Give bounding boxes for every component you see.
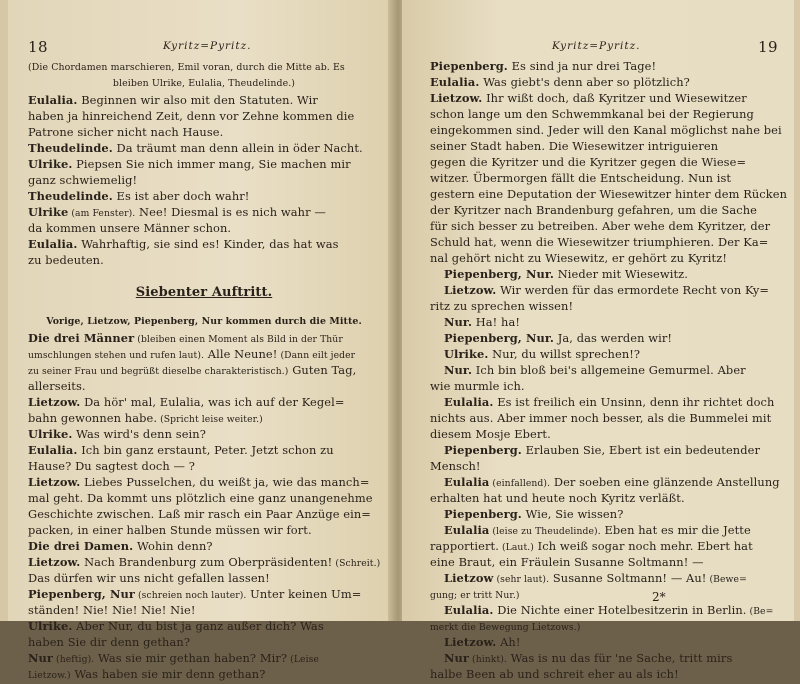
- text-line: [28, 474, 380, 490]
- stage-direction: (Schreit.): [332, 558, 381, 569]
- text-line: [28, 506, 380, 522]
- line-text: Susanne Soltmann! — Au!: [549, 571, 707, 585]
- text-line: [430, 298, 782, 314]
- text-line: [430, 234, 782, 250]
- text-line: [430, 586, 782, 602]
- text-line: [28, 252, 380, 268]
- speaker-name: Die drei Damen.: [28, 539, 134, 553]
- text-line: [28, 650, 380, 666]
- page-number: 18: [28, 38, 49, 56]
- line-text: eine Braut, ein Fräulein Susanne Soltmann! —: [430, 555, 704, 569]
- text-line: [430, 314, 782, 330]
- text-line: [28, 188, 380, 204]
- line-text: witzer. Übermorgen fällt die Entscheidung. Nun ist: [430, 171, 732, 185]
- line-text: Wie, Sie wissen?: [521, 507, 624, 521]
- speaker-name: Lietzow.: [28, 475, 81, 489]
- stage-direction: (Bewe=: [706, 574, 747, 585]
- running-header: Kyritz=Pyritz.: [163, 40, 252, 52]
- line-text: Guten Tag,: [288, 363, 357, 377]
- stage-direction: (heftig).: [53, 654, 95, 665]
- line-text: diesem Mosje Ebert.: [430, 427, 551, 441]
- text-line: [28, 220, 380, 236]
- stage-direction: umschlungen stehen und rufen laut).: [28, 350, 205, 361]
- line-text: haben ja hinreichend Zeit, denn vor Zehne kommen die: [28, 109, 355, 123]
- stage-direction: gung; er tritt Nur.): [430, 590, 520, 601]
- speaker-name: Ulrike.: [28, 619, 73, 633]
- line-text: ganz schwiemelig!: [28, 173, 138, 187]
- stage-direction: (Spricht leise weiter.): [157, 414, 263, 425]
- text-line: [430, 458, 782, 474]
- line-text: Nur, du willst sprechen!?: [488, 347, 641, 361]
- line-text: packen, in einer halben Stunde müssen wir fort.: [28, 523, 312, 537]
- text-line: [28, 124, 380, 140]
- text-line: [430, 634, 782, 650]
- running-header: Kyritz=Pyritz.: [552, 40, 641, 52]
- right-page: [402, 0, 794, 681]
- line-text: Da hör' mal, Eulalia, was ich auf der Kegel=: [80, 395, 345, 409]
- text-line: [28, 108, 380, 124]
- line-text: mal geht. Da kommt uns plötzlich eine ganz unangenehme: [28, 491, 373, 505]
- speaker-name: Piepenberg.: [444, 443, 522, 457]
- line-text: nal gehört nicht zu Wiesewitz, er gehört zu Kyritz!: [430, 251, 727, 265]
- line-text: gegen die Kyritzer und die Kyritzer gegen die Wiese=: [430, 155, 747, 169]
- speaker-name: Ulrike.: [444, 347, 489, 361]
- line-text: Was wird's denn sein?: [72, 427, 206, 441]
- line-text: Ah!: [496, 635, 521, 649]
- text-line: [430, 74, 782, 90]
- line-text: Erlauben Sie, Ebert ist ein bedeutender: [521, 443, 761, 457]
- line-text: Eben hat es mir die Jette: [600, 523, 751, 537]
- text-line: [430, 282, 782, 298]
- text-line: [430, 266, 782, 282]
- text-line: [28, 634, 380, 650]
- text-line: [28, 204, 380, 220]
- line-text: erhalten hat und heute noch Kyritz verläßt.: [430, 491, 685, 505]
- stage-direction: zu seiner Frau und begrüßt dieselbe charakteristisch.): [28, 366, 289, 377]
- stage-direction: (am Fenster).: [68, 208, 136, 219]
- speaker-name: Ulrike.: [28, 157, 73, 171]
- line-text: bahn gewonnen habe.: [28, 411, 158, 425]
- text-line: [430, 490, 782, 506]
- stage-direction: (bleiben einen Moment als Bild in der Thür: [134, 334, 343, 345]
- text-line: [28, 280, 380, 302]
- line-text: Ich bin ganz erstaunt, Peter. Jetzt schon zu: [77, 443, 334, 457]
- speaker-name: Eulalia.: [444, 603, 494, 617]
- line-text: Ich bin bloß bei's allgemeine Gemurmel. Aber: [472, 363, 746, 377]
- speaker-name: Nur.: [444, 363, 473, 377]
- text-line: [430, 666, 782, 682]
- line-text: da kommen unsere Männer schon.: [28, 221, 232, 235]
- line-text: Es ist aber doch wahr!: [112, 189, 250, 203]
- text-line: [430, 442, 782, 458]
- speaker-name: Eulalia.: [28, 93, 78, 107]
- stage-direction: (Laut.): [498, 542, 534, 553]
- text-line: [28, 490, 380, 506]
- line-text: Was sie mir gethan haben? Mir?: [94, 651, 288, 665]
- line-text: halbe Been ab und schreit eher au als ich!: [430, 667, 679, 681]
- line-text: allerseits.: [28, 379, 86, 393]
- speaker-name: Lietzow.: [444, 635, 497, 649]
- speaker-name: Lietzow.: [430, 91, 483, 105]
- speaker-name: Piepenberg, Nur.: [444, 267, 554, 281]
- text-line: [430, 554, 782, 570]
- stage-direction: merkt die Bewegung Lietzows.): [430, 622, 581, 633]
- speaker-name: Lietzow.: [28, 395, 81, 409]
- line-text: (Die Chordamen marschieren, Emil voran, durch die Mitte ab. Es: [28, 62, 345, 73]
- stage-direction: (Dann eilt jeder: [277, 350, 356, 361]
- page-text: [430, 58, 788, 682]
- line-text: Geschichte zwischen. Laß mir rasch ein Paar Anzüge ein=: [28, 507, 371, 521]
- text-line: [430, 154, 782, 170]
- line-text: Beginnen wir also mit den Statuten. Wir: [77, 93, 318, 107]
- line-text: Wir werden für das ermordete Recht von Ky=: [496, 283, 770, 297]
- line-text: wie murmle ich.: [430, 379, 525, 393]
- stage-direction: (Leise: [287, 654, 319, 665]
- text-line: [430, 170, 782, 186]
- line-text: Es sind ja nur drei Tage!: [507, 59, 657, 73]
- text-line: [430, 650, 782, 666]
- line-text: Ihr wißt doch, daß Kyritzer und Wiesewitzer: [482, 91, 747, 105]
- text-line: [28, 330, 380, 346]
- text-line: [430, 346, 782, 362]
- text-line: [28, 302, 380, 314]
- stage-direction: (sehr laut).: [493, 574, 550, 585]
- page-number: 19: [758, 38, 779, 56]
- text-line: [430, 474, 782, 490]
- line-text: Was haben sie mir denn gethan?: [70, 667, 266, 681]
- speaker-name: Nur: [444, 651, 469, 665]
- line-text: Es ist freilich ein Unsinn, denn ihr richtet doch: [493, 395, 775, 409]
- text-line: [28, 602, 380, 618]
- line-text: eingekommen sind. Jeder will den Kanal möglichst nahe bei: [430, 123, 782, 137]
- text-line: [28, 666, 380, 682]
- text-line: [430, 362, 782, 378]
- text-line: [28, 172, 380, 188]
- line-text: Aber Nur, du bist ja ganz außer dich? Was: [72, 619, 324, 633]
- speaker-name: Piepenberg.: [430, 59, 508, 73]
- text-line: [28, 442, 380, 458]
- speaker-name: Eulalia: [444, 523, 490, 537]
- speaker-name: Lietzow.: [444, 283, 497, 297]
- text-line: [28, 140, 380, 156]
- text-line: [28, 410, 380, 426]
- text-line: [28, 268, 380, 280]
- line-text: ritz zu sprechen wissen!: [430, 299, 574, 313]
- line-text: Liebes Pusselchen, du weißt ja, wie das manch=: [80, 475, 370, 489]
- text-line: [28, 92, 380, 108]
- text-line: [28, 236, 380, 252]
- text-line: [28, 314, 380, 330]
- text-line: [430, 106, 782, 122]
- line-text: bleiben Ulrike, Eulalia, Theudelinde.): [112, 78, 296, 89]
- stage-direction: Lietzow.): [28, 670, 71, 681]
- line-text: der Kyritzer nach Brandenburg gefahren, um die Sache: [430, 203, 757, 217]
- stage-direction: (leise zu Theudelinde).: [489, 526, 601, 537]
- text-line: [430, 378, 782, 394]
- speaker-name: Eulalia: [444, 475, 490, 489]
- line-text: Da träumt man denn allein in öder Nacht.: [112, 141, 363, 155]
- line-text: Das dürfen wir uns nicht gefallen lassen!: [28, 571, 270, 585]
- speaker-name: Eulalia.: [430, 75, 480, 89]
- line-text: Alle Neune!: [204, 347, 278, 361]
- line-text: Die Nichte einer Hotelbesitzerin in Berlin.: [493, 603, 747, 617]
- text-line: [430, 394, 782, 410]
- speaker-name: Lietzow: [444, 571, 494, 585]
- speaker-name: Eulalia.: [28, 443, 78, 457]
- left-page: [8, 0, 394, 681]
- text-line: [28, 586, 380, 602]
- text-line: [430, 138, 782, 154]
- text-line: [430, 58, 782, 74]
- speaker-name: Eulalia.: [444, 395, 494, 409]
- line-text: Ha! ha!: [472, 315, 521, 329]
- text-line: [430, 570, 782, 586]
- signature-mark: 2*: [652, 590, 666, 604]
- text-line: [430, 122, 782, 138]
- stage-direction: (hinkt).: [469, 654, 507, 665]
- line-text: Ich weiß sogar noch mehr. Ebert hat: [533, 539, 753, 553]
- text-line: [28, 346, 380, 362]
- text-line: [28, 538, 380, 554]
- text-line: [28, 156, 380, 172]
- line-text: rapportiert.: [430, 539, 499, 553]
- speaker-name: Theudelinde.: [28, 189, 113, 203]
- text-line: [28, 60, 380, 76]
- line-text: zu bedeuten.: [28, 253, 104, 267]
- text-line: [430, 186, 788, 202]
- text-line: [430, 218, 782, 234]
- speaker-name: Ulrike: [28, 205, 69, 219]
- text-line: [430, 250, 782, 266]
- text-line: [430, 618, 782, 634]
- speaker-name: Die drei Männer: [28, 331, 135, 345]
- line-text: Nee! Diesmal is es nich wahr —: [135, 205, 326, 219]
- text-line: [430, 506, 782, 522]
- speaker-name: Lietzow.: [28, 555, 81, 569]
- text-line: [430, 330, 782, 346]
- line-text: Der soeben eine glänzende Anstellung: [550, 475, 780, 489]
- text-line: [28, 394, 380, 410]
- line-text: Was is nu das für 'ne Sache, tritt mirs: [506, 651, 733, 665]
- line-text: Unter keinen Um=: [246, 587, 362, 601]
- line-text: schon lange um den Schwemmkanal bei der Regierung: [430, 107, 754, 121]
- line-text: Piepsen Sie nich immer mang, Sie machen mir: [72, 157, 351, 171]
- speaker-name: Piepenberg, Nur.: [444, 331, 554, 345]
- text-line: [28, 522, 380, 538]
- speaker-name: Piepenberg.: [444, 507, 522, 521]
- text-line: [430, 522, 782, 538]
- line-text: Nach Brandenburg zum Oberpräsidenten!: [80, 555, 333, 569]
- line-text: ständen! Nie! Nie! Nie! Nie!: [28, 603, 196, 617]
- line-text: Patrone sicher nicht nach Hause.: [28, 125, 224, 139]
- text-line: [430, 538, 782, 554]
- line-text: Nieder mit Wiesewitz.: [553, 267, 688, 281]
- page-text: [28, 60, 380, 682]
- text-line: [430, 90, 782, 106]
- text-line: [430, 202, 782, 218]
- text-line: [28, 362, 380, 378]
- speaker-name: Nur.: [444, 315, 473, 329]
- line-text: Wohin denn?: [133, 539, 213, 553]
- line-text: gestern eine Deputation der Wiesewitzer hinter dem Rücken: [430, 187, 788, 201]
- speaker-name: Ulrike.: [28, 427, 73, 441]
- text-line: [28, 570, 380, 586]
- text-line: [430, 426, 782, 442]
- stage-direction: (einfallend).: [489, 478, 551, 489]
- text-line: [28, 618, 380, 634]
- line-text: Siebenter Auftritt.: [135, 285, 273, 300]
- line-text: Hause? Du sagtest doch — ?: [28, 459, 195, 473]
- speaker-name: Piepenberg, Nur: [28, 587, 135, 601]
- text-line: [430, 410, 782, 426]
- text-line: [28, 458, 380, 474]
- speaker-name: Eulalia.: [28, 237, 78, 251]
- speaker-name: Theudelinde.: [28, 141, 113, 155]
- text-line: [28, 426, 380, 442]
- line-text: seiner Stadt haben. Die Wiesewitzer intriguieren: [430, 139, 719, 153]
- line-text: nichts aus. Aber immer noch besser, als die Bummelei mit: [430, 411, 772, 425]
- line-text: Ja, das werden wir!: [553, 331, 673, 345]
- text-line: [28, 378, 380, 394]
- line-text: für sich besser zu betreiben. Aber wehe dem Kyritzer, der: [430, 219, 771, 233]
- stage-direction: (Be=: [746, 606, 774, 617]
- line-text: Was giebt's denn aber so plötzlich?: [479, 75, 690, 89]
- text-line: [28, 76, 380, 92]
- text-line: [430, 602, 782, 618]
- text-line: [28, 554, 380, 570]
- line-text: Schuld hat, wenn die Wiesewitzer triumphieren. Der Ka=: [430, 235, 769, 249]
- line-text: Wahrhaftig, sie sind es! Kinder, das hat was: [77, 237, 339, 251]
- line-text: Mensch!: [430, 459, 481, 473]
- speaker-name: Nur: [28, 651, 53, 665]
- line-text: haben Sie dir denn gethan?: [28, 635, 191, 649]
- speaker-name: Vorige, Lietzow, Piepenberg, Nur kommen durch die Mitte.: [46, 316, 362, 327]
- stage-direction: (schreien noch lauter).: [134, 590, 247, 601]
